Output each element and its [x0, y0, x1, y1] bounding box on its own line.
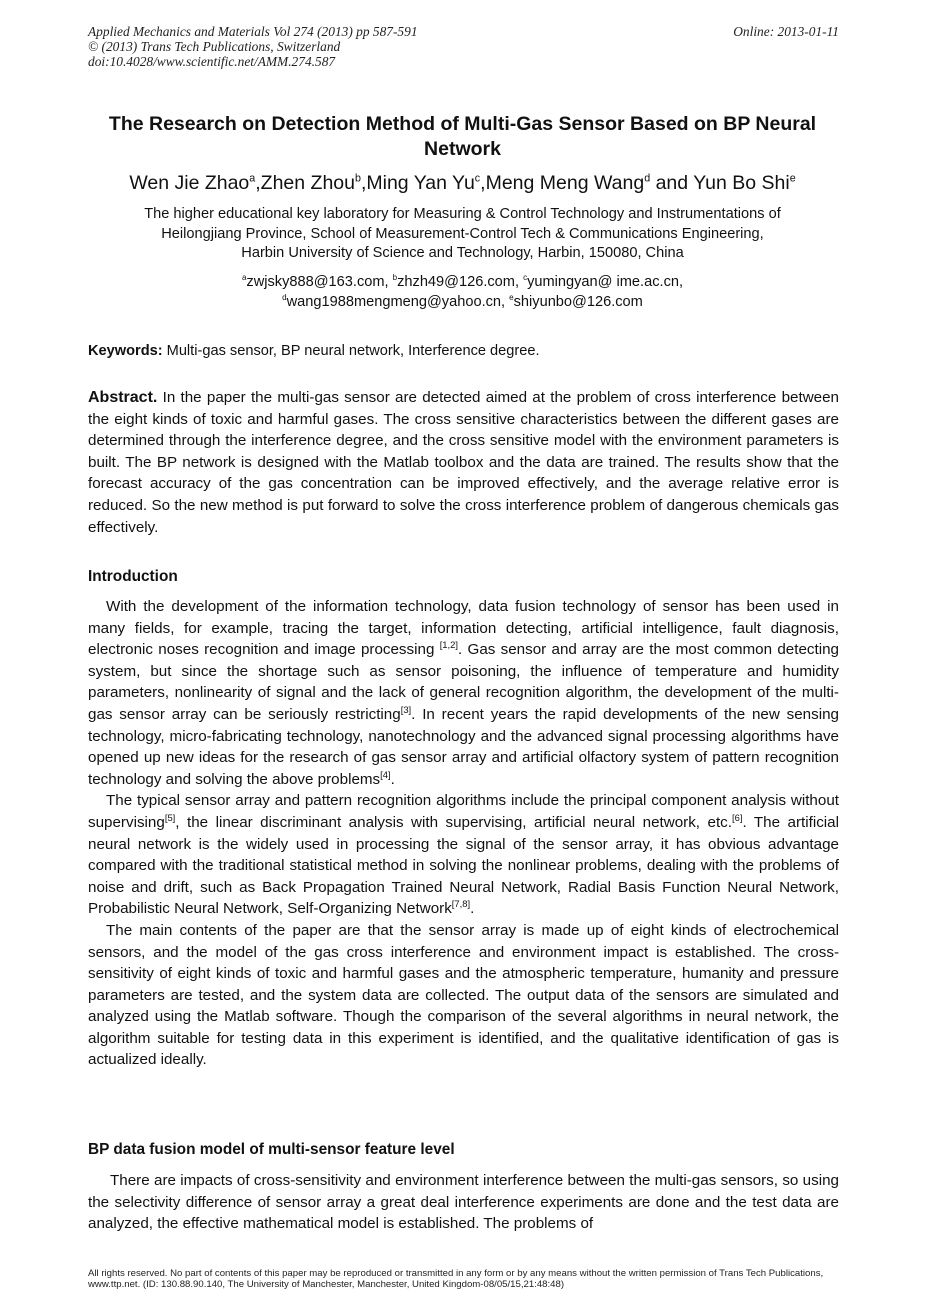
author-name: Ming Yan Yu — [366, 172, 475, 194]
paragraph — [88, 596, 839, 790]
email-line — [84, 273, 841, 293]
section-heading-introduction: Introduction — [88, 568, 178, 585]
email-line — [84, 293, 841, 313]
email-mark: c — [523, 273, 528, 283]
email-address: wang1988mengmeng@yahoo.cn, — [286, 293, 510, 310]
journal-header — [88, 24, 839, 69]
email-mark: a — [241, 273, 247, 283]
abstract-label: Abstract. — [88, 389, 158, 406]
author-mark: e — [789, 172, 796, 185]
abstract — [88, 387, 839, 538]
keywords — [88, 341, 839, 361]
affiliation — [84, 205, 841, 264]
citation-ref: [3] — [400, 703, 412, 715]
author-separator: , — [480, 172, 486, 194]
text-run: The typical sensor array and pattern recognition algorithms include the principal component analysis without supervising — [88, 792, 839, 831]
email-address: zhzh49@126.com, — [397, 274, 524, 290]
text-run: . Gas sensor and array are the most common detecting system, but since the shortage such as sensor poisoning, the influence of temperature and humidity parameters, nonlinearity of signal and the lack of general recognition algorithm, the development of the multi-gas sensor array can be seriously restricting — [88, 641, 839, 723]
citation-ref: [6] — [731, 811, 743, 823]
email-address: yumingyan@ ime.ac.cn, — [527, 274, 684, 290]
text-run: . The artificial neural network is the widely used in processing the signal of the sensor array, it has obvious advantage compared with the traditional statistical method in solving the nonlinear problems, dealing with the problems of noise and drift, such as Back Propagation Trained Neural Network, Radial Basis Function Neural Network, Probabilistic Neural Network, Self-Organizing Network — [88, 813, 839, 918]
citation-ref: [7,8] — [451, 898, 471, 910]
affiliation-line: The higher educational key laboratory for Measuring & Control Technology and Instrumentations of — [144, 206, 781, 222]
affiliation-line: Heilongjiang Province, School of Measurement-Control Tech & Communications Engineering, — [161, 225, 764, 242]
text-run: With the development of the information technology, data fusion technology of sensor has been used in many fields, for example, tracing the target, information detecting, artificial intelligence, fault diagnosis, electronic noses recognition and image processing — [88, 598, 839, 659]
paragraph: There are impacts of cross-sensitivity and environment interference between the multi-gas sensors, so using the selectivity difference of sensor array a great deal interference experiments are done and the test data are analyzed, the effective mathematical model is established. The problems of — [88, 1172, 839, 1233]
text-run: , the linear discriminant analysis with supervising, artificial neural network, etc. — [175, 813, 732, 831]
author-name: Meng Meng Wang — [485, 172, 645, 194]
author-name: Wen Jie Zhao — [129, 172, 250, 194]
email-address: shiyunbo@126.com — [513, 293, 643, 310]
paper-title: The Research on Detection Method of Multi-Gas Sensor Based on BP Neural Network — [108, 113, 817, 160]
email-address: zwjsky888@163.com, — [246, 274, 393, 290]
copyright-line: © (2013) Trans Tech Publications, Switzerland — [88, 39, 341, 54]
author-list — [60, 170, 865, 196]
rights-footer: All rights reserved. No part of contents of this paper may be reproduced or transmitted in any form or by any means without the written permission of Trans Tech Publications, www.ttp.net. (ID: 130.88.90.140, The University of Manchester, Manchester, United Kingdom-08/05/15,21:48:48) — [88, 1268, 824, 1290]
author-name: Yun Bo Shi — [693, 172, 790, 194]
online-date: Online: 2013-01-11 — [733, 24, 839, 39]
paragraph — [88, 790, 839, 920]
affiliation-line: Harbin University of Science and Technology, Harbin, 150080, China — [241, 245, 684, 261]
citation-ref: [4] — [380, 768, 391, 780]
author-mark: a — [249, 172, 256, 185]
author-name: Zhen Zhou — [260, 172, 355, 194]
paragraph: The main contents of the paper are that the sensor array is made up of eight kinds of electrochemical sensors, and the model of the gas cross interference and environment impact is established. The cross-sensitivity of eight kinds of toxic and harmful gases and the atmospheric temperature, humanity and pressure parameters are tested, and the system data are collected. The output data of the sensors are simulated and analyzed using the Matlab software. Though the comparison of the several algorithms in neural network, the algorithm suitable for testing data in this experiment is identified, and the qualitative identification of gas is actualized ideally. — [88, 921, 839, 1069]
text-run: . — [390, 770, 395, 788]
journal-citation: Applied Mechanics and Materials Vol 274 (2013) pp 587-591 — [88, 24, 418, 39]
text-run: . In recent years the rapid developments of the new sensing technology, micro-fabricating technology, nanotechnology and the advanced signal processing algorithms have opened up new ideas for the research of gas sensor array and artificial olfactory system of pattern recognition technology and solving the above problems — [88, 705, 839, 788]
section-heading-bp-model: BP data fusion model of multi-sensor feature level — [88, 1141, 455, 1158]
keywords-label: Keywords: — [88, 343, 163, 359]
email-mark: d — [282, 292, 287, 302]
author-mark: d — [644, 172, 651, 185]
bp-section-body — [88, 1170, 839, 1235]
author-separator: , — [255, 172, 261, 194]
author-mark: b — [354, 172, 361, 185]
citation-ref: [5] — [164, 811, 176, 823]
keywords-text: Multi-gas sensor, BP neural network, Interference degree. — [162, 343, 540, 359]
citation-ref: [1,2] — [439, 639, 458, 651]
author-emails — [84, 273, 841, 312]
introduction-body — [88, 596, 839, 1071]
doi-line: doi:10.4028/www.scientific.net/AMM.274.587 — [88, 54, 336, 69]
text-run: . — [470, 900, 475, 918]
email-mark: e — [509, 292, 514, 302]
email-mark: b — [392, 273, 398, 283]
author-mark: c — [474, 172, 481, 185]
author-separator: , — [360, 172, 367, 194]
abstract-text: In the paper the multi-gas sensor are detected aimed at the problem of cross interference between the eight kinds of toxic and harmful gases. The cross sensitive characteristics between the different gases are determined through the interference degree, and the cross sensitive model with the environment parameters is built. The BP network is designed with the Matlab toolbox and the data are trained. The results show that the forecast accuracy of the gas concentration can be improved effectively, and the average relative error is reduced. So the new method is put forward to solve the cross interference problem of dangerous chemicals gas effectively. — [88, 389, 839, 536]
author-and: and — [650, 172, 694, 194]
